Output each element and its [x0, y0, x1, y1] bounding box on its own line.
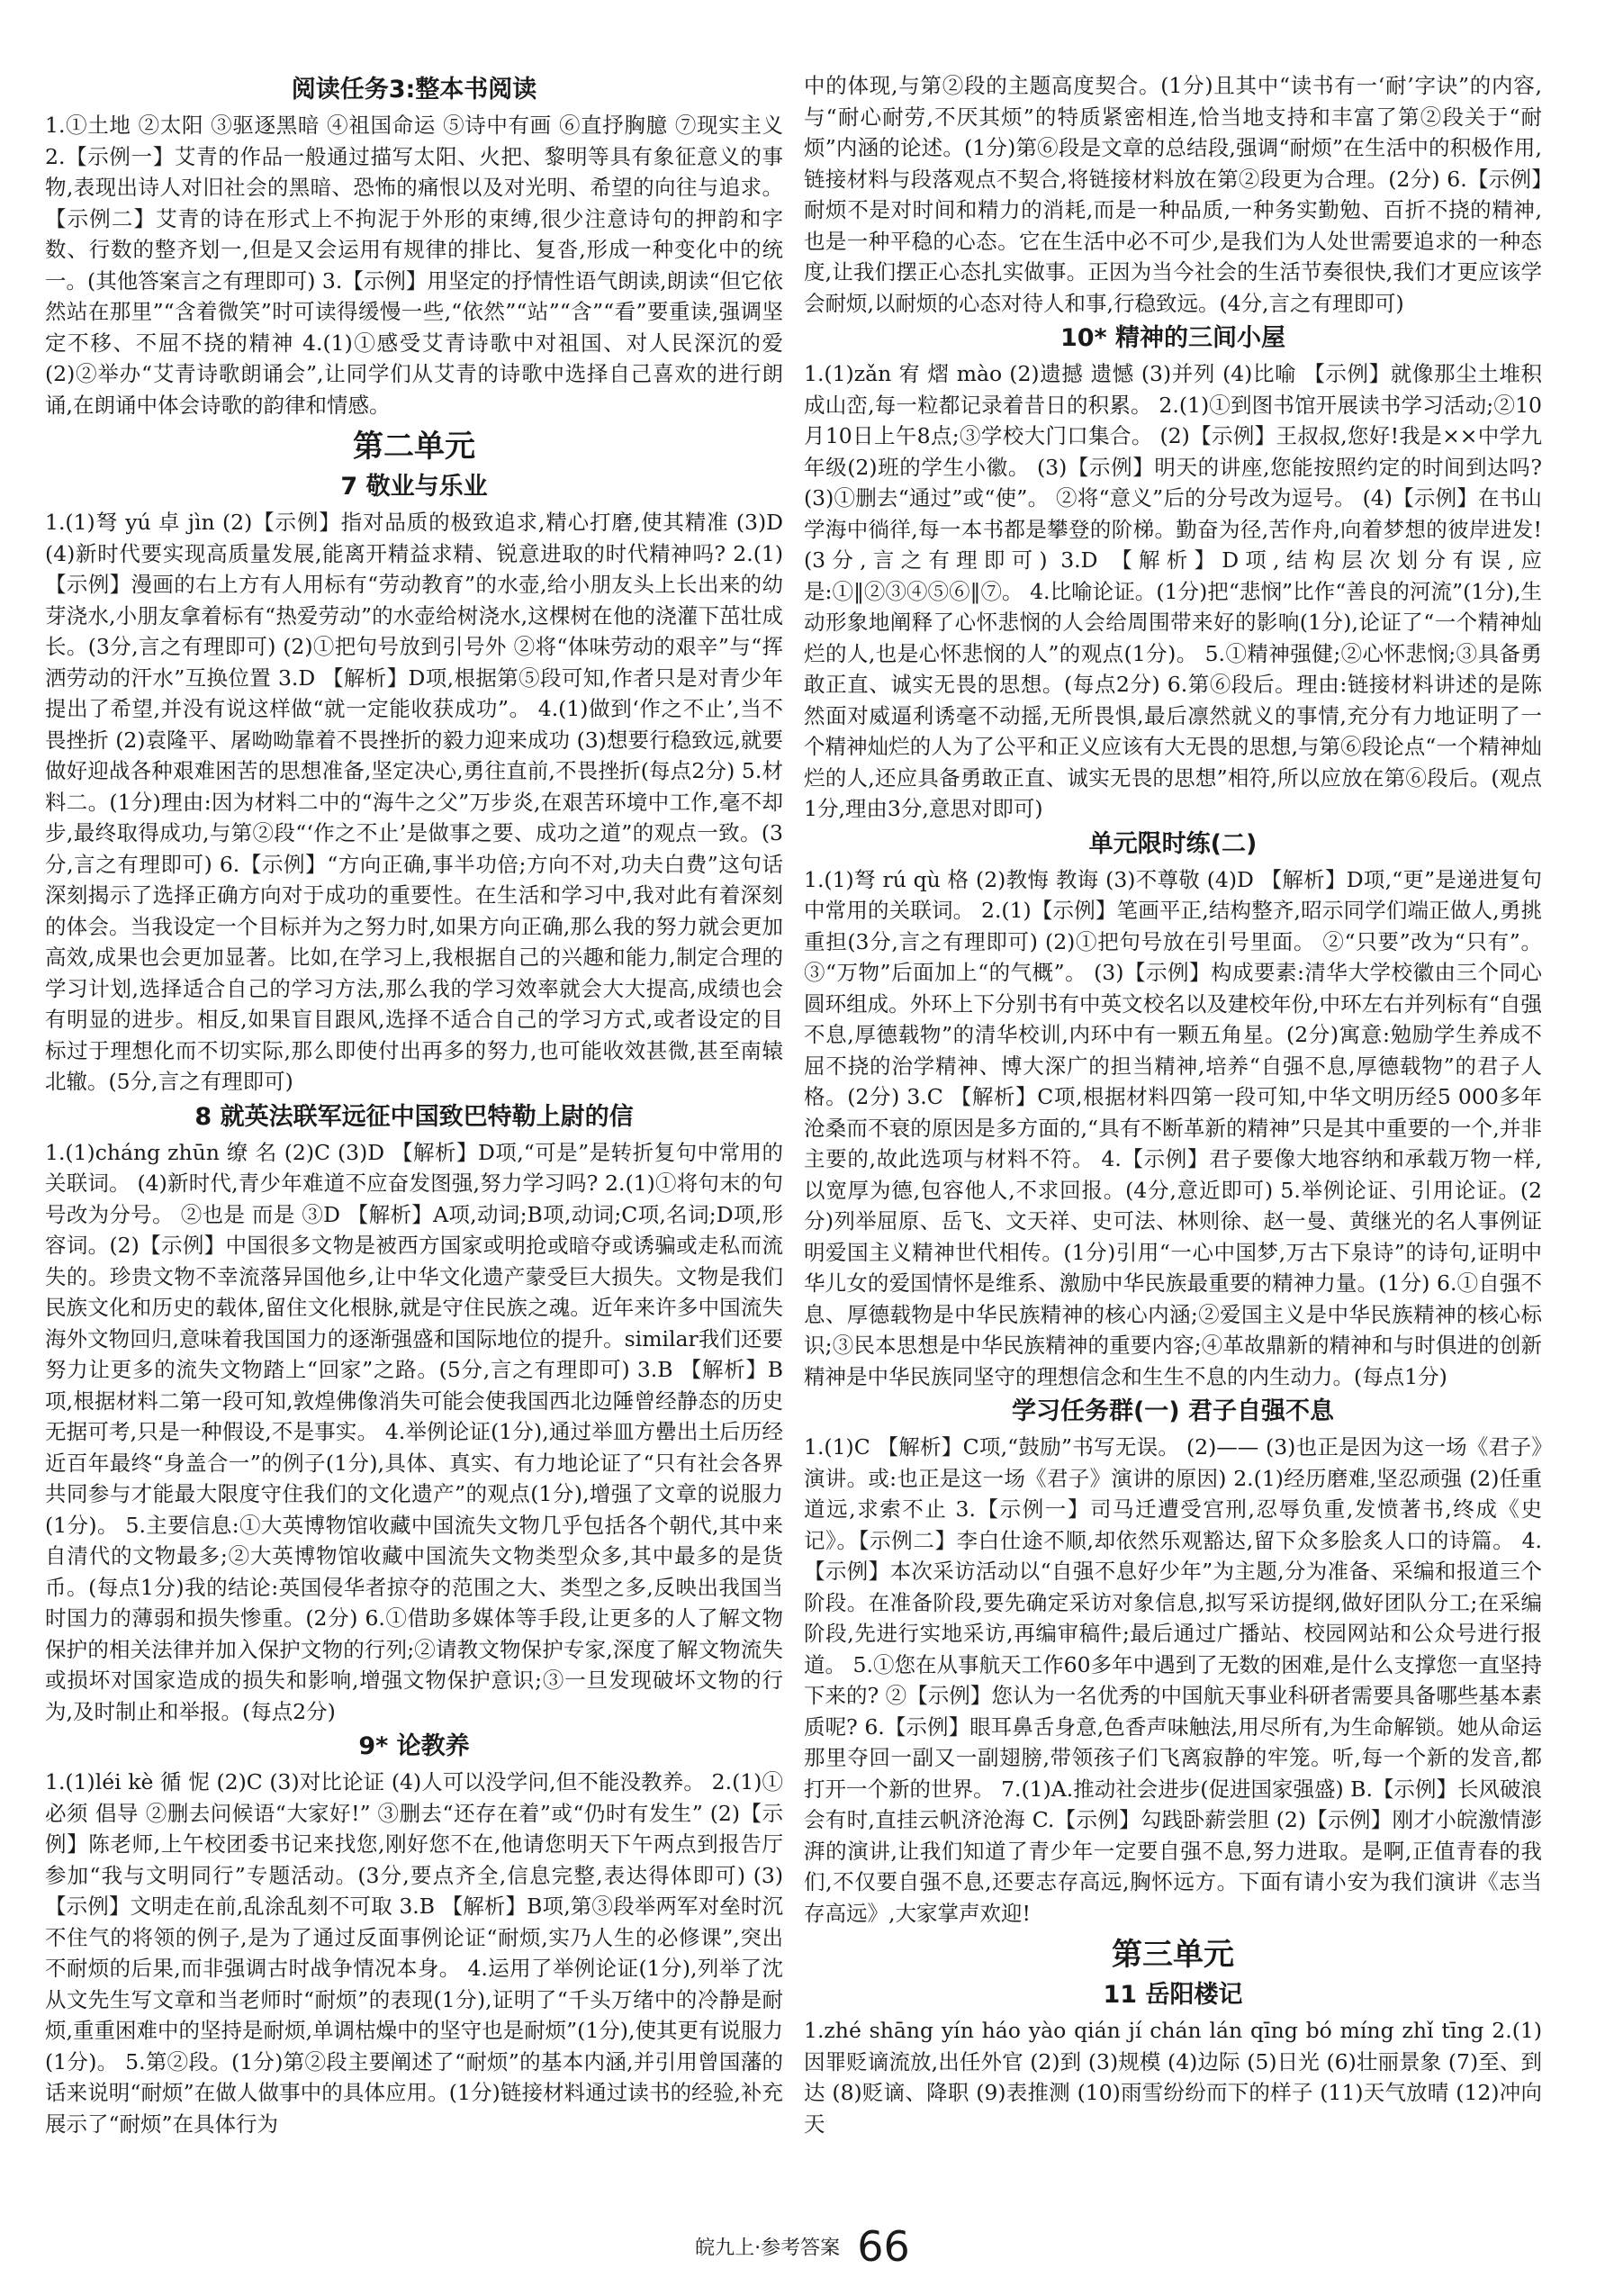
section-heading: 11 岳阳楼记	[1103, 1981, 1243, 2009]
section-heading: 阅读任务3:整本书阅读	[291, 76, 537, 104]
left-column	[45, 70, 783, 2139]
page-footer	[0, 2222, 1605, 2271]
answer-paragraph: 1.(1)弩 rú qù 格 (2)教悔 教诲 (3)不尊敬 (4)D 【解析】D项,“更”是递进复句中常用的关联词。 2.(1)【示例】笔画平正,结构整齐,昭示同学们端正做人,勇挑重担(3分,言之有理即可) (2)①把句号放在引号里面。 ②“只要”改为“只有”。 ③“万物”后面加上“的气概”。 (3)【示例】构成要素:清华大学校徽由三个同心圆环组成。外环上下分别书有中英文校名以及建校年份,中环左右并列标有“自强不息,厚德载物”的清华校训,内环中有一颗五角星。(2分)寓意:勉励学生养成不屈不挠的治学精神、博大深广的担当精神,培养“自强不息,厚德载物”的君子人格。(2分) 3.C 【解析】C项,根据材料四第一段可知,中华文明历经5 000多年沧桑而不衰的原因是多方面的,“具有不断革新的精神”只是其中重要的一个,并非主要的,故此选项与材料不符。 4.【示例】君子要像大地容纳和承载万物一样,以宽厚为德,包容他人,不求回报。(4分,意近即可) 5.举例论证、引用论证。(2分)列举屈原、岳飞、文天祥、史可法、林则徐、赵一曼、黄继光的名人事例证明爱国主义精神世代相传。(1分)引用“一心中国梦,万古下泉诗”的诗句,证明中华儿女的爱国情怀是维系、激励中华民族最重要的精神力量。(1分) 6.①自强不息、厚德载物是中华民族精神的核心内涵;②爱国主义是中华民族精神的核心标识;③民本思想是中华民族精神的重要内容;④革故鼎新的精神和与时俱进的创新精神是中华民族同坚守的理想信念和生生不息的内生动力。(每点1分)	[804, 866, 1542, 1389]
section-heading: 学习任务群(一) 君子自强不息	[1011, 1397, 1335, 1425]
section-heading: 7 敬业与乐业	[340, 473, 488, 501]
unit-title: 第二单元	[353, 429, 475, 465]
answer-paragraph: 1.(1)C 【解析】C项,“鼓励”书写无误。 (2)—— (3)也正是因为这一场《君子》演讲。或:也正是这一场《君子》演讲的原因) 2.(1)经历磨难,坚忍顽强 (2)任重道远,求索不止 3.【示例一】司马迁遭受宫刑,忍辱负重,发愤著书,终成《史记》。【示例二】李白仕途不顺,却依然乐观豁达,留下众多脍炙人口的诗篇。 4.【示例】本次采访活动以“自强不息好少年”为主题,分为准备、采编和报道三个阶段。在准备阶段,要先确定采访对象信息,拟写采访提纲,做好团队分工;在采编阶段,先进行实地采访,再编审稿件;最后通过广播站、校园网站和公众号进行报道。 5.①您在从事航天工作60多年中遇到了无数的困难,是什么支撑您一直坚持下来的? ②【示例】您认为一名优秀的中国航天事业科研者需要具备哪些基本素质呢? 6.【示例】眼耳鼻舌身意,色香声味触法,用尽所有,为生命解锁。她从命运那里夺回一副又一副翅膀,带领孩子们飞离寂静的牢笼。听,每一个新的发音,都打开一个新的世界。 7.(1)A.推动社会进步(促进国家强盛) B.【示例】长风破浪会有时,直挂云帆济沧海 C.【示例】勾践卧薪尝胆 (2)【示例】刚才小皖激情澎湃的演讲,让我们知道了青少年一定要自强不息,努力进取。是啊,正值青春的我们,不仅要自强不息,还要志存高远,胸怀远方。下面有请小安为我们演讲《志当存高远》,大家掌声欢迎!	[804, 1434, 1542, 1926]
answer-paragraph: 1.(1)弩 yú 卓 jìn (2)【示例】指对品质的极致追求,精心打磨,使其精准 (3)D (4)新时代要实现高质量发展,能离开精益求精、锐意进取的时代精神吗? 2.(1)【示例】漫画的右上方有人用标有“劳动教育”的水壶,给小朋友头上长出来的幼芽浇水,小朋友拿着标有“热爱劳动”的水壶给树浇水,这棵树在他的浇灌下茁壮成长。(3分,言之有理即可) (2)①把句号放到引号外 ②将“体味劳动的艰辛”与“挥洒劳动的汗水”互换位置 3.D 【解析】D项,根据第⑤段可知,作者只是对青少年提出了希望,并没有说这样做“就一定能收获成功”。 4.(1)做到‘作之不止’,当不畏挫折 (2)袁隆平、屠呦呦靠着不畏挫折的毅力迎来成功 (3)想要行稳致远,就要做好迎战各种艰难困苦的思想准备,坚定决心,勇往直前,不畏挫折(每点2分) 5.材料二。(1分)理由:因为材料二中的“海牛之父”万步炎,在艰苦环境中工作,毫不却步,最终取得成功,与第②段“‘作之不止’是做事之要、成功之道”的观点一致。(3分,言之有理即可) 6.【示例】“方向正确,事半功倍;方向不对,功夫白费”这句话深刻揭示了选择正确方向对于成功的重要性。在生活和学习中,我对此有着深刻的体会。当我设定一个目标并为之努力时,如果方向正确,那么我的努力就会更加高效,成果也会更加显著。比如,在学习上,我根据自己的兴趣和能力,制定合理的学习计划,选择适合自己的学习方法,那么我的学习效率就会大大提高,成绩也会有明显的进步。相反,如果盲目跟风,选择不适合自己的学习方式,或者设定的目标过于理想化而不切实际,那么即使付出再多的努力,也可能收效甚微,甚至南辕北辙。(5分,言之有理即可)	[45, 510, 783, 1094]
section-heading: 9* 论教养	[358, 1732, 470, 1760]
answer-paragraph: 中的体现,与第②段的主题高度契合。(1分)且其中“读书有一‘耐’字诀”的内容,与“耐心耐劳,不厌其烦”的特质紧密相连,恰当地支持和丰富了第②段关于“耐烦”内涵的论述。(1分)第⑥段是文章的总结段,强调“耐烦”在生活中的积极作用,链接材料与段落观点不契合,将链接材料放在第②段更为合理。(2分) 6.【示例】耐烦不是对时间和精力的消耗,而是一种品质,一种务实勤勉、百折不挠的精神,也是一种平稳的心态。它在生活中必不可少,是我们为人处世需要追求的一种态度,让我们摆正心态扎实做事。正因为当今社会的生活节奏很快,我们才更应该学会耐烦,以耐烦的心态对待人和事,行稳致远。(4分,言之有理即可)	[804, 73, 1542, 316]
answer-paragraph: 1.zhé shāng yín háo yào qián jí chán lán qīng bó míng zhǐ tīng 2.(1)因罪贬谪流放,出任外官 (2)到 (3)规模 (4)边际 (5)日光 (6)壮丽景象 (7)至、到达 (8)贬谪、降职 (9)表推测 (10)雨雪纷纷而下的样子 (11)天气放晴 (12)冲向天	[804, 2018, 1542, 2137]
answer-paragraph: 1.(1)zǎn 宥 熠 mào (2)遗撼 遗憾 (3)并列 (4)比喻 【示例】就像那尘土堆积成山峦,每一粒都记录着昔日的积累。 2.(1)①到图书馆开展读书学习活动;②10月10日上午8点;③学校大门口集合。 (2)【示例】王叔叔,您好!我是××中学九年级(2)班的学生小徽。 (3)【示例】明天的讲座,您能按照约定的时间到达吗? (3)①删去“通过”或“使”。 ②将“意义”后的分号改为逗号。 (4)【示例】在书山学海中徜徉,每一本书都是攀登的阶梯。勤奋为径,苦作舟,向着梦想的彼岸进发!(3分,言之有理即可) 3.D 【解析】D项,结构层次划分有误,应是:①‖②③④⑤⑥‖⑦。 4.比喻论证。(1分)把“悲悯”比作“善良的河流”(1分),生动形象地阐释了心怀悲悯的人会给周围带来好的影响(1分),论证了“一个精神灿烂的人,也是心怀悲悯的人”的观点(1分)。 5.①精神强健;②心怀悲悯;③具备勇敢正直、诚实无畏的思想。(每点2分) 6.第⑥段后。理由:链接材料讲述的是陈然面对威逼利诱毫不动摇,无所畏惧,最后凛然就义的事情,充分有力地证明了一个精神灿烂的人为了公平和正义应该有大无畏的思想,与第⑥段论点“一个精神灿烂的人,还应具备勇敢正直、诚实无畏的思想”相符,所以应放在第⑥段后。(观点1分,理由3分,意思对即可)	[804, 361, 1542, 821]
answer-paragraph: 1.(1)léi kè 循 怩 (2)C (3)对比论证 (4)人可以没学问,但不能没教养。 2.(1)①必须 倡导 ②删去问候语“大家好!” ③删去“还存在着”或“仍时有发生” (2)【示例】陈老师,上午校团委书记来找您,刚好您不在,他请您明天下午两点到报告厅参加“我与文明同行”专题活动。(3分,要点齐全,信息完整,表达得体即可) (3)【示例】文明走在前,乱涂乱刻不可取 3.B 【解析】B项,第③段举两军对垒时沉不住气的将领的例子,是为了通过反面事例论证“耐烦,实乃人生的必修课”,突出不耐烦的后果,而非强调古时战争情况本身。 4.运用了举例论证(1分),列举了沈从文先生写文章和当老师时“耐烦”的表现(1分),证明了“千头万绪中的冷静是耐烦,重重困难中的坚持是耐烦,单调枯燥中的坚守也是耐烦”(1分),使其更有说服力(1分)。 5.第②段。(1分)第②段主要阐述了“耐烦”的基本内涵,并引用曾国藩的话来说明“耐烦”在做人做事中的具体应用。(1分)链接材料通过读书的经验,补充展示了“耐烦”在具体行为	[45, 1769, 783, 2137]
footer-label: 皖九上·参考答案	[695, 2237, 841, 2260]
right-column	[804, 70, 1542, 2139]
section-heading: 单元限时练(二)	[1088, 829, 1258, 858]
page-number: 66	[857, 2222, 910, 2271]
answer-paragraph: 1.①土地 ②太阳 ③驱逐黑暗 ④祖国命运 ⑤诗中有画 ⑥直抒胸臆 ⑦现实主义 2.【示例一】艾青的作品一般通过描写太阳、火把、黎明等具有象征意义的事物,表现出诗人对旧社会的黑暗、恐怖的痛恨以及对光明、希望的向往与追求。【示例二】艾青的诗在形式上不拘泥于外形的束缚,很少注意诗句的押韵和字数、行数的整齐划一,但是又会运用有规律的排比、复沓,形成一种变化中的统一。(其他答案言之有理即可) 3.【示例】用坚定的抒情性语气朗读,朗读“但它依然站在那里”“含着微笑”时可读得缓慢一些,“依然”“站”“含”“看”要重读,强调坚定不移、不屈不挠的精神 4.(1)①感受艾青诗歌中对祖国、对人民深沉的爱 (2)②举办“艾青诗歌朗诵会”,让同学们从艾青的诗歌中选择自己喜欢的进行朗诵,在朗诵中体会诗歌的韵律和情感。	[45, 113, 783, 418]
unit-title: 第三单元	[1112, 1937, 1234, 1973]
section-heading: 10* 精神的三间小屋	[1059, 324, 1286, 352]
answer-paragraph: 1.(1)cháng zhūn 缭 名 (2)C (3)D 【解析】D项,“可是”是转折复句中常用的关联词。 (4)新时代,青少年难道不应奋发图强,努力学习吗? 2.(1)①将句末的句号改为分号。 ②也是 而是 ③D 【解析】A项,动词;B项,动词;C项,名词;D项,形容词。(2)【示例】中国很多文物是被西方国家或明抢或暗夺或诱骗或走私而流失的。珍贵文物不幸流落异国他乡,让中华文化遗产蒙受巨大损失。文物是我们民族文化和历史的载体,留住文化根脉,就是守住民族之魂。近年来许多中国流失海外文物回归,意味着我国国力的逐渐强盛和国际地位的提升。similar我们还要努力让更多的流失文物踏上“回家”之路。(5分,言之有理即可) 3.B 【解析】B项,根据材料二第一段可知,敦煌佛像消失可能会使我国西北边陲曾经静态的历史无据可考,只是一种假设,不是事实。 4.举例论证(1分),通过举皿方罍出土后历经近百年最终“身盖合一”的例子(1分),具体、真实、有力地论证了“只有社会各界共同参与才能最大限度守住我们的文化遗产”的观点(1分),增强了文章的说服力(1分)。 5.主要信息:①大英博物馆收藏中国流失文物几乎包括各个朝代,其中来自清代的文物最多;②大英博物馆收藏中国流失文物类型众多,其中最多的是货币。(每点1分)我的结论:英国侵华者掠夺的范围之大、类型之多,反映出我国当时国力的薄弱和损失惨重。(2分) 6.①借助多媒体等手段,让更多的人了解文物保护的相关法律并加入保护文物的行列;②请教文物保护专家,深度了解文物流失或损坏对国家造成的损失和影响,增强文物保护意识;③一旦发现破坏文物的行为,及时制止和举报。(每点2分)	[45, 1139, 783, 1724]
section-heading: 8 就英法联军远征中国致巴特勒上尉的信	[194, 1102, 634, 1131]
